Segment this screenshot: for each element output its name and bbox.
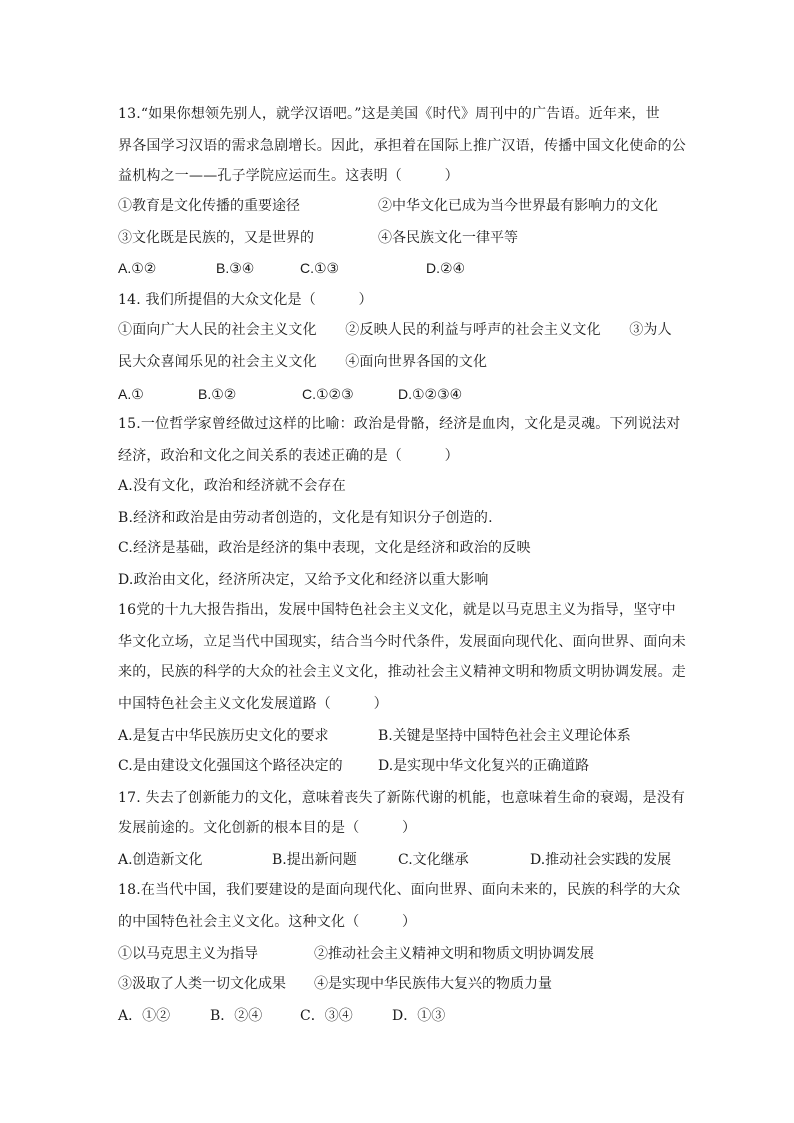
q17-option-a: A.创造新文化 — [118, 852, 203, 868]
q14-stem: 14. 我们所提倡的大众文化是（ ） — [118, 292, 373, 308]
q17-option-c: C.文化继承 — [398, 852, 469, 868]
q17-option-d: D.推动社会实践的发展 — [530, 852, 672, 868]
q13-option-d: D.②④ — [426, 260, 466, 276]
q16-option-c: C.是由建设文化强国这个路径决定的 — [118, 758, 343, 774]
q13-stem-line-2: 界各国学习汉语的需求急剧增长。因此，承担着在国际上推广汉语，传播中国文化使命的公 — [118, 138, 686, 154]
q14-option-a: A.① — [118, 386, 144, 402]
q18-stem-line-1: 18.在当代中国，我们要建设的是面向现代化、面向世界、面向未来的，民族的科学的大众 — [118, 882, 681, 898]
q18-item-2: ②推动社会主义精神文明和物质文明协调发展 — [314, 946, 594, 962]
q15-choice-c: C.经济是基础，政治是经济的集中表现，文化是经济和政治的反映 — [118, 540, 531, 556]
q15-choice-b: B.经济和政治是由劳动者创造的，文化是有知识分子创造的. — [118, 510, 493, 526]
q13-option-a: A.①② — [118, 260, 157, 276]
q18-item-3: ③汲取了人类一切文化成果 — [118, 976, 286, 992]
q14-option-d: D.①②③④ — [398, 386, 463, 402]
q13-item-4: ④各民族文化一律平等 — [378, 230, 518, 246]
q18-option-a: A．①② — [118, 1008, 171, 1024]
q13-item-3: ③文化既是民族的，又是世界的 — [118, 230, 314, 246]
q16-stem-line-1: 16党的十九大报告指出，发展中国特色社会主义文化，就是以马克思主义为指导，坚守中 — [118, 602, 676, 618]
q15-choice-a: A.没有文化，政治和经济就不会存在 — [118, 478, 346, 494]
q17-stem-line-1: 17. 失去了创新能力的文化，意味着丧失了新陈代谢的机能，也意味着生命的衰竭，是没有 — [118, 790, 686, 806]
q15-stem-line-1: 15.一位哲学家曾经做过这样的比喻：政治是骨骼，经济是血肉，文化是灵魂。下列说法对 — [118, 416, 681, 432]
q14-option-c: C.①②③ — [302, 386, 354, 402]
q18-option-c: C．③④ — [300, 1008, 353, 1024]
q14-items-line-2: 民大众喜闻乐见的社会主义文化 ④面向世界各国的文化 — [118, 354, 488, 370]
q14-option-b: B.①② — [198, 386, 237, 402]
q16-stem-line-4: 中国特色社会主义文化发展道路（ ） — [118, 696, 388, 712]
q13-item-1: ①教育是文化传播的重要途径 — [118, 198, 300, 214]
q16-stem-line-2: 华文化立场，立足当代中国现实，结合当今时代条件，发展面向现代化、面向世界、面向未 — [118, 634, 686, 650]
q18-item-4: ④是实现中华民族伟大复兴的物质力量 — [314, 976, 552, 992]
q17-option-b: B.提出新问题 — [272, 852, 357, 868]
q15-stem-line-2: 经济，政治和文化之间关系的表述正确的是（ ） — [118, 448, 459, 464]
q16-stem-line-3: 来的，民族的科学的大众的社会主义文化，推动社会主义精神文明和物质文明协调发展。走 — [118, 664, 686, 680]
q18-item-1: ①以马克思主义为指导 — [118, 946, 258, 962]
q18-option-d: D．①③ — [392, 1008, 446, 1024]
q18-stem-line-2: 的中国特色社会主义文化。这种文化（ ） — [118, 914, 417, 930]
q13-item-2: ②中华文化已成为当今世界最有影响力的文化 — [378, 198, 658, 214]
q13-option-b: B.③④ — [216, 260, 255, 276]
q13-option-c: C.①③ — [300, 260, 340, 276]
q16-option-b: B.关键是坚持中国特色社会主义理论体系 — [378, 728, 631, 744]
q18-option-b: B．②④ — [210, 1008, 263, 1024]
q14-items-line-1: ①面向广大人民的社会主义文化 ②反映人民的利益与呼声的社会主义文化 ③为人 — [118, 322, 672, 338]
q16-option-d: D.是实现中华文化复兴的正确道路 — [378, 758, 590, 774]
q15-choice-d: D.政治由文化，经济所决定，又给予文化和经济以重大影响 — [118, 572, 489, 588]
q16-option-a: A.是复古中华民族历史文化的要求 — [118, 728, 329, 744]
q13-stem-line-1: 13.“如果你想领先别人，就学汉语吧。”这是美国《时代》周刊中的广告语。近年来，世 — [118, 106, 660, 122]
q17-stem-line-2: 发展前途的。文化创新的根本目的是（ ） — [118, 820, 417, 836]
q13-stem-line-3: 益机构之一——孔子学院应运而生。这表明（ ） — [118, 168, 459, 184]
